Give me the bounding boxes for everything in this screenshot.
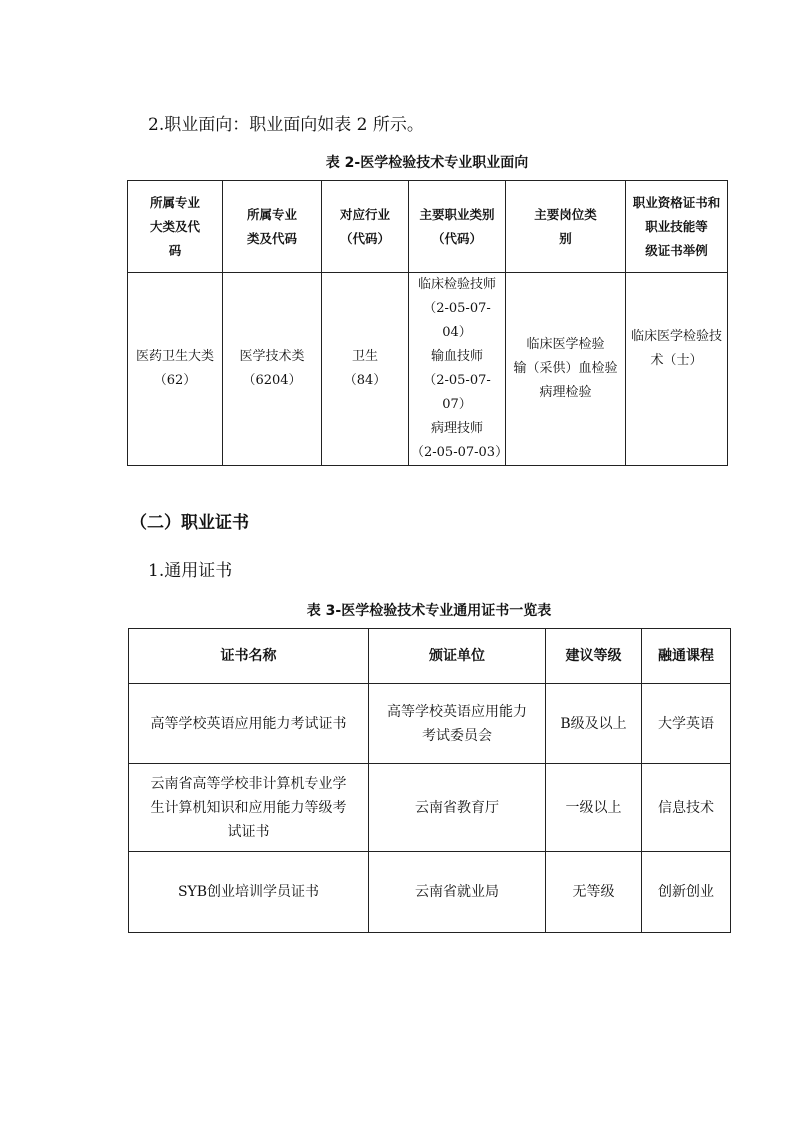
table-cell: 医药卫生大类 （62） <box>128 273 223 466</box>
table-header-row <box>129 629 731 684</box>
table-cell: 云南省就业局 <box>369 852 546 933</box>
table-cell: 云南省高等学校非计算机专业学 生计算机知识和应用能力等级考 试证书 <box>129 764 369 852</box>
header-cell: 对应行业 （代码） <box>322 181 409 273</box>
table-cell: 无等级 <box>546 852 642 933</box>
table-cell: B级及以上 <box>546 684 642 764</box>
table-cell: 卫生 （84） <box>322 273 409 466</box>
table-cell: 临床医学检验技 术（士） <box>626 273 728 466</box>
table-row <box>129 684 731 764</box>
table-cell: 信息技术 <box>642 764 731 852</box>
header-cell: 融通课程 <box>642 629 731 684</box>
table-cell: 创新创业 <box>642 852 731 933</box>
section-heading-certificates: （二）职业证书 <box>130 513 249 533</box>
table-cell: 医学技术类 （6204） <box>223 273 322 466</box>
table-cell: 云南省教育厅 <box>369 764 546 852</box>
header-cell: 颁证单位 <box>369 629 546 684</box>
paragraph-career-orientation: 2.职业面向：职业面向如表 2 所示。 <box>148 115 424 135</box>
table-cell: SYB创业培训学员证书 <box>129 852 369 933</box>
header-cell: 证书名称 <box>129 629 369 684</box>
table-cell: 一级以上 <box>546 764 642 852</box>
header-cell: 主要职业类别 （代码） <box>409 181 506 273</box>
header-cell: 职业资格证书和 职业技能等 级证书举例 <box>626 181 728 273</box>
table-row <box>129 764 731 852</box>
table-cell: 临床医学检验 输（采供）血检验 病理检验 <box>506 273 626 466</box>
table-cell: 高等学校英语应用能力 考试委员会 <box>369 684 546 764</box>
table-3-caption: 表 3-医学检验技术专业通用证书一览表 <box>306 603 552 619</box>
table-2-caption: 表 2-医学检验技术专业职业面向 <box>325 155 529 171</box>
general-certificates-table <box>128 628 731 933</box>
header-cell: 所属专业 大类及代 码 <box>128 181 223 273</box>
table-cell: 高等学校英语应用能力考试证书 <box>129 684 369 764</box>
header-cell: 建议等级 <box>546 629 642 684</box>
paragraph-general-certificates: 1.通用证书 <box>148 561 233 581</box>
header-cell: 所属专业 类及代码 <box>223 181 322 273</box>
header-cell: 主要岗位类 别 <box>506 181 626 273</box>
table-row <box>129 852 731 933</box>
table-cell: 大学英语 <box>642 684 731 764</box>
table-cell: 临床检验技师 （2-05-07-04） 输血技师 （2-05-07-07） 病理技师 （2-05-07-03） <box>409 273 506 466</box>
career-orientation-table <box>127 180 728 466</box>
table-row <box>128 273 728 466</box>
table-header-row <box>128 181 728 273</box>
